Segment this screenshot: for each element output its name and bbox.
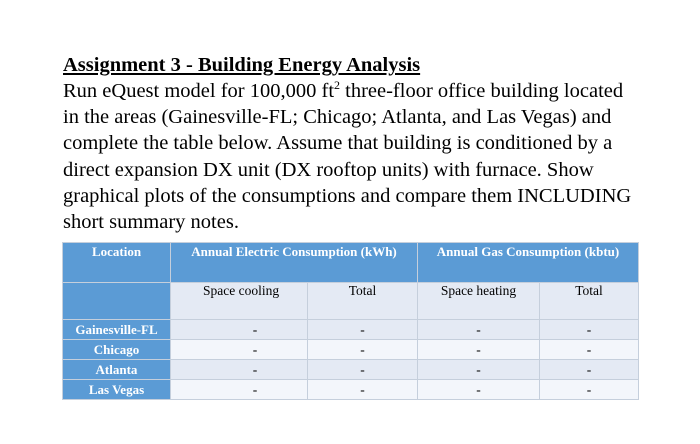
table-row	[63, 320, 639, 340]
electric-total-cell[interactable]: -	[308, 320, 418, 340]
electric-total-cell[interactable]: -	[308, 360, 418, 380]
table-subheader-row	[63, 283, 639, 320]
energy-consumption-table	[62, 242, 639, 400]
table-row	[63, 340, 639, 360]
document-body	[63, 52, 643, 235]
space-cooling-cell[interactable]: -	[171, 380, 308, 400]
location-cell: Las Vegas	[63, 380, 171, 400]
electric-consumption-header: Annual Electric Consumption (kWh)	[171, 243, 418, 283]
gas-total-cell[interactable]: -	[540, 380, 639, 400]
location-cell: Chicago	[63, 340, 171, 360]
space-heating-cell[interactable]: -	[418, 380, 540, 400]
gas-total-cell[interactable]: -	[540, 360, 639, 380]
assignment-title: Assignment 3 - Building Energy Analysis	[63, 54, 421, 76]
table-row	[63, 380, 639, 400]
table-header-row	[63, 243, 639, 283]
instructions-text-start: Run eQuest model for 100,000 ft	[63, 80, 335, 102]
space-heating-header: Space heating	[418, 283, 540, 320]
subheader-blank	[63, 283, 171, 320]
electric-total-header: Total	[308, 283, 418, 320]
space-cooling-cell[interactable]: -	[171, 320, 308, 340]
gas-consumption-header: Annual Gas Consumption (kbtu)	[418, 243, 639, 283]
location-cell: Atlanta	[63, 360, 171, 380]
space-heating-cell[interactable]: -	[418, 340, 540, 360]
instructions-text-rest: three-floor office building located in the areas (Gainesville-FL; Chicago; Atlanta, and Las Vegas) and complete the table below. Assume that building is conditioned by a direct expansion DX unit (DX rooftop units) with furnace. Show graphical plots of the consumptions and compare them INCLUDING short summary notes.	[63, 80, 632, 234]
electric-total-cell[interactable]: -	[308, 380, 418, 400]
space-heating-cell[interactable]: -	[418, 320, 540, 340]
space-cooling-cell[interactable]: -	[171, 360, 308, 380]
table-row	[63, 360, 639, 380]
area-superscript: 2	[334, 78, 341, 93]
assignment-instructions	[63, 78, 638, 235]
gas-total-cell[interactable]: -	[540, 320, 639, 340]
space-cooling-header: Space cooling	[171, 283, 308, 320]
location-cell: Gainesville-FL	[63, 320, 171, 340]
electric-total-cell[interactable]: -	[308, 340, 418, 360]
space-heating-cell[interactable]: -	[418, 360, 540, 380]
gas-total-cell[interactable]: -	[540, 340, 639, 360]
space-cooling-cell[interactable]: -	[171, 340, 308, 360]
gas-total-header: Total	[540, 283, 639, 320]
location-header: Location	[63, 243, 171, 283]
